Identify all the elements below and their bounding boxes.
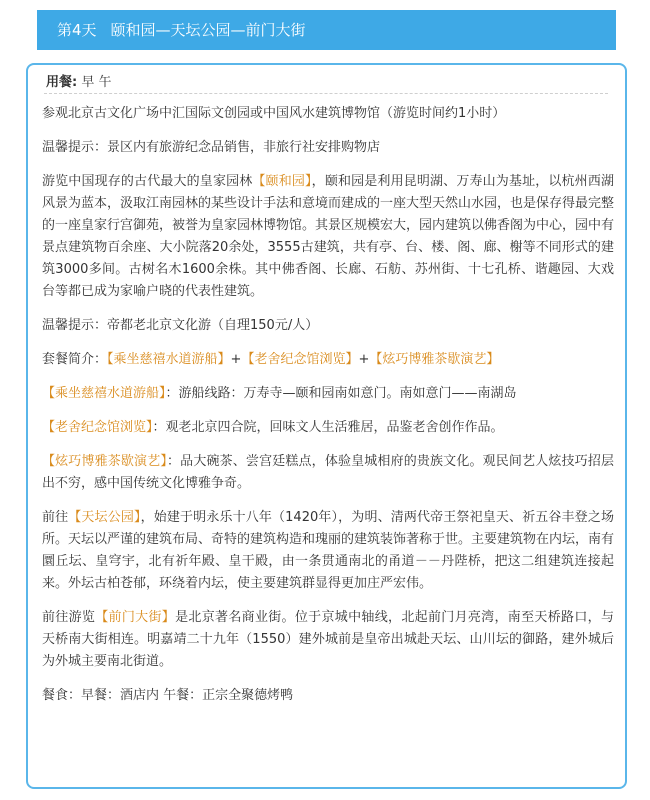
paragraph-tip-culture-tour (42, 315, 614, 337)
paragraph-text: ：观老北京四合院，回味文人生活雅居，品鉴老舍创作作品。 (152, 420, 504, 435)
paragraph-text: 温馨提示：景区内有旅游纪念品销售，非旅行社安排购物店 (42, 140, 381, 155)
paragraph-text: 前往游览 (42, 610, 96, 625)
highlight-attraction: 【老舍纪念馆浏览】 (241, 352, 359, 367)
paragraph-summer-palace (42, 171, 614, 303)
highlight-attraction: 【颐和园】 (252, 174, 312, 189)
meals-label: 用餐: (46, 75, 78, 90)
paragraph-text: ：游船线路：万寿寺—颐和园南如意门。南如意门——南湖岛 (165, 386, 517, 401)
paragraph-text: + (230, 352, 242, 367)
itinerary-paragraphs (42, 103, 614, 719)
day-route-title: 颐和园—天坛公园—前门大街 (110, 21, 306, 39)
meals-value: 早 午 (77, 75, 112, 90)
paragraph-temple-of-heaven (42, 507, 614, 595)
day-number: 第4天 (57, 21, 97, 39)
paragraph-text: 温馨提示：帝都老北京文化游（自理150元/人） (42, 318, 319, 333)
paragraph-boat-ride (42, 383, 614, 405)
paragraph-qianmen-street (42, 607, 614, 673)
paragraph-package-intro (42, 349, 614, 371)
paragraph-text: + (358, 352, 370, 367)
highlight-attraction: 【炫巧博雅茶歇演艺】 (42, 454, 168, 469)
paragraph-text: 餐食：早餐：酒店内 午餐：正宗全聚德烤鸭 (42, 688, 294, 703)
paragraph-tea-performance (42, 451, 614, 495)
paragraph-text: 套餐简介： (42, 352, 108, 367)
paragraph-text: ，始建于明永乐十八年（1420年），为明、清两代帝王祭祀皇天、祈五谷丰登之场所。天坛以严谨的建筑布局、奇特的建筑构造和瑰丽的建筑装饰著称于世。主要建筑物在内坛，南有圜丘坛、皇穹宇，北有祈年殿、皇干殿，由一条贯通南北的甬道－－丹陛桥，把这二组建筑连接起来。外坛古柏苍郁，环绕着内坛，使主要建筑群显得更加庄严宏伟。 (42, 510, 615, 591)
highlight-attraction: 【炫巧博雅茶歇演艺】 (369, 352, 500, 367)
highlight-attraction: 【乘坐慈禧水道游船】 (42, 386, 166, 401)
highlight-attraction: 【前门大街】 (95, 610, 176, 625)
highlight-attraction: 【老舍纪念馆浏览】 (42, 420, 153, 435)
meals-summary (46, 71, 111, 90)
itinerary-content-box (26, 63, 627, 789)
highlight-attraction: 【乘坐慈禧水道游船】 (107, 352, 231, 367)
paragraph-meals-detail (42, 685, 614, 707)
paragraph-text: 前往 (42, 510, 69, 525)
paragraph-text: ：品大碗茶、尝宫廷糕点，体验皇城相府的贵族文化。观民间艺人炫技巧招层出不穷，感中国传统文化博雅争奇。 (42, 454, 614, 491)
paragraph-tip-souvenir (42, 137, 614, 159)
paragraph-text: 游览中国现存的古代最大的皇家园林 (42, 174, 253, 189)
meals-divider (44, 93, 608, 94)
day-header (37, 10, 616, 50)
paragraph-museum-visit (42, 103, 614, 125)
paragraph-text: ，颐和园是利用昆明湖、万寿山为基址，以杭州西湖风景为蓝本，汲取江南园林的某些设计手法和意境而建成的一座大型天然山水园，也是保存得最完整的一座皇家行宫御苑，被誉为皇家园林博物馆。其景区规模宏大，园内建筑以佛香阁为中心，园中有景点建筑物百余座、大小院落20余处，3555古建筑，共有亭、台、楼、阁、廊、榭等不同形式的建筑3000多间。古树名木1600余株。其中佛香阁、长廊、石舫、苏州街、十七孔桥、谐趣园、大戏台等都已成为家喻户晓的代表性建筑。 (42, 174, 615, 299)
highlight-attraction: 【天坛公园】 (68, 510, 141, 525)
paragraph-text: 参观北京古文化广场中汇国际文创园或中国风水建筑博物馆（游览时间约1小时） (42, 106, 506, 121)
paragraph-text: 是北京著名商业街。位于京城中轴线，北起前门月亮湾，南至天桥路口，与天桥南大街相连。明嘉靖二十九年（1550）建外城前是皇帝出城赴天坛、山川坛的御路，建外城后为外城主要南北街道。 (42, 610, 614, 669)
paragraph-laoshe-museum (42, 417, 614, 439)
